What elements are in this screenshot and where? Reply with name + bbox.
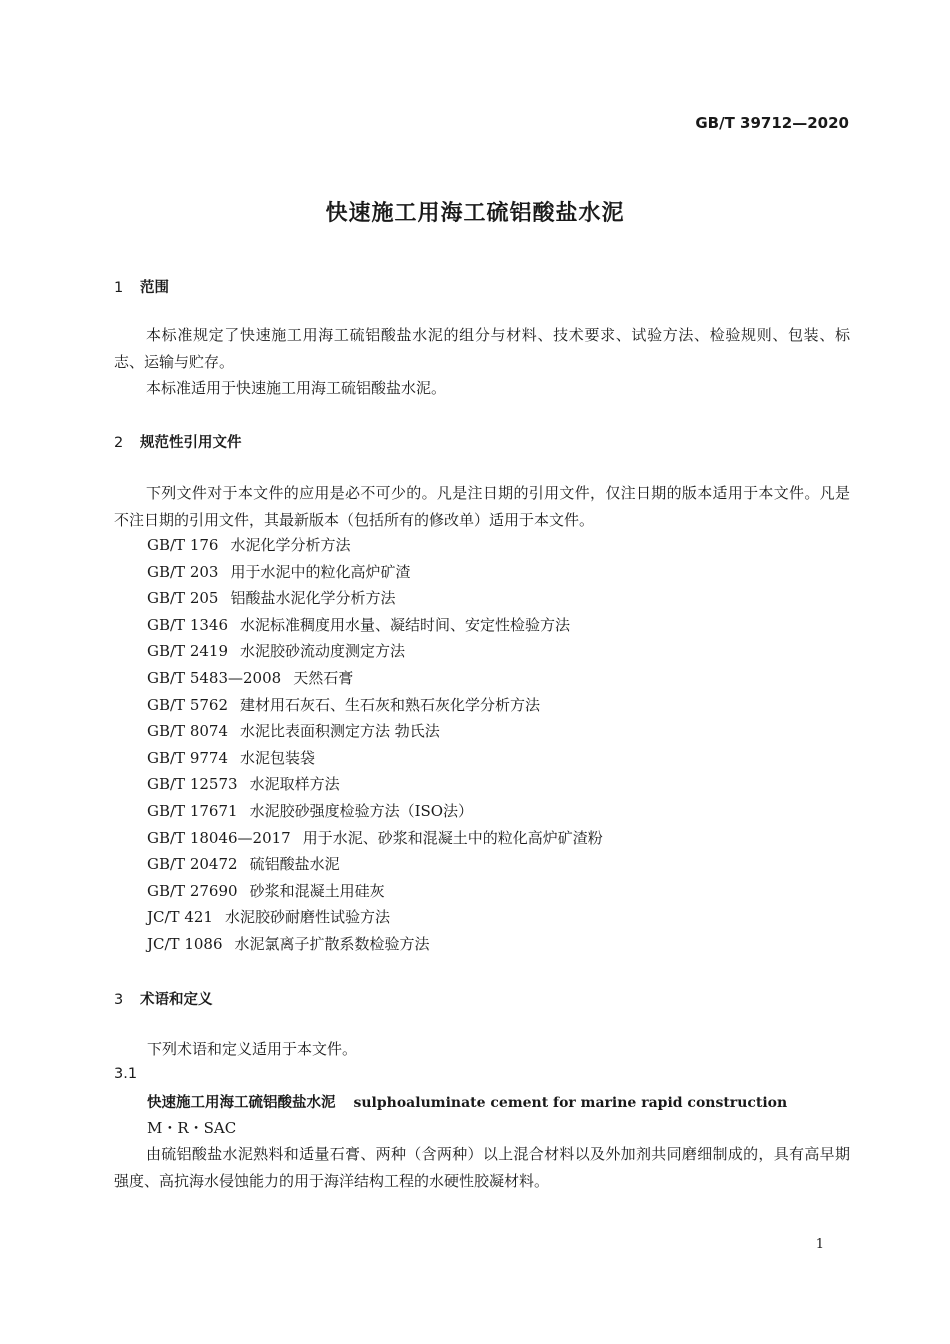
reference-title: 天然石膏 <box>293 669 354 687</box>
reference-item <box>147 825 603 852</box>
section-title: 规范性引用文件 <box>140 435 242 451</box>
reference-code: GB/T 176 <box>147 536 219 554</box>
reference-title: 水泥包装袋 <box>240 748 316 767</box>
term-entry <box>147 1089 787 1117</box>
term-abbreviation: M・R・SAC <box>147 1119 237 1137</box>
section-number: 2 <box>114 435 124 451</box>
reference-item <box>147 612 570 639</box>
reference-code: JC/T 421 <box>147 908 213 927</box>
term-english: sulphoaluminate cement for marine rapid construction <box>353 1095 788 1111</box>
reference-code: GB/T 18046—2017 <box>147 828 291 847</box>
reference-title: 建材用石灰石、生石灰和熟石灰化学分析方法 <box>240 695 541 714</box>
scope-paragraph-2: 本标准适用于快速施工用海工硫铝酸盐水泥。 <box>146 379 447 397</box>
document-title: 快速施工用海工硫铝酸盐水泥 <box>325 201 625 226</box>
reference-title: 水泥胶砂流动度测定方法 <box>240 642 406 661</box>
reference-title: 铝酸盐水泥化学分析方法 <box>230 589 396 608</box>
normative-intro: 下列文件对于本文件的应用是必不可少的。凡是注日期的引用文件，仅注日期的版本适用于本文件。凡是不注日期的引用文件，其最新版本（包括所有的修改单）适用于本文件。 <box>114 484 850 529</box>
reference-title: 硫铝酸盐水泥 <box>249 855 340 874</box>
section-3-heading <box>114 988 213 1009</box>
term-definition: 由硫铝酸盐水泥熟料和适量石膏、两种（含两种）以上混合材料以及外加剂共同磨细制成的，具有高早期强度、高抗海水侵蚀能力的用于海洋结构工程的水硬性胶凝材料。 <box>114 1145 850 1190</box>
section-number: 3 <box>114 992 124 1008</box>
reference-title: 水泥胶砂耐磨性试验方法 <box>224 908 390 927</box>
section-title: 术语和定义 <box>140 992 213 1008</box>
reference-code: GB/T 203 <box>147 562 219 581</box>
reference-item <box>147 585 395 612</box>
scope-paragraph-1: 本标准规定了快速施工用海工硫铝酸盐水泥的组分与材料、技术要求、试验方法、检验规则、包装、标志、运输与贮存。 <box>114 326 850 371</box>
section-title: 范围 <box>140 280 169 296</box>
reference-item <box>147 798 473 825</box>
reference-code: JC/T 1086 <box>147 935 223 953</box>
terms-intro: 下列术语和定义适用于本文件。 <box>147 1040 358 1058</box>
reference-item <box>147 771 340 798</box>
reference-item <box>147 692 540 719</box>
reference-item <box>147 559 410 586</box>
reference-item <box>147 638 405 665</box>
reference-title: 水泥标准稠度用水量、凝结时间、安定性检验方法 <box>240 615 571 634</box>
reference-code: GB/T 1346 <box>147 615 229 634</box>
reference-code: GB/T 17671 <box>147 802 238 820</box>
page-number: 1 <box>815 1237 824 1252</box>
section-1-heading <box>114 276 169 297</box>
reference-item <box>147 718 440 745</box>
reference-title: 用于水泥、砂浆和混凝土中的粒化高炉矿渣粉 <box>302 828 603 847</box>
reference-code: GB/T 8074 <box>147 722 229 741</box>
reference-title: 水泥化学分析方法 <box>230 536 351 554</box>
reference-code: GB/T 20472 <box>147 855 238 874</box>
reference-item <box>147 878 385 905</box>
reference-title: 水泥取样方法 <box>249 775 340 794</box>
reference-title: 水泥氯离子扩散系数检验方法 <box>234 935 430 953</box>
reference-item <box>147 532 350 559</box>
reference-title: 砂浆和混凝土用硅灰 <box>249 881 385 900</box>
reference-item <box>147 851 340 878</box>
reference-item <box>147 665 353 692</box>
section-2-heading <box>114 431 242 452</box>
reference-item <box>147 745 315 772</box>
reference-code: GB/T 2419 <box>147 642 229 661</box>
reference-code: GB/T 9774 <box>147 748 229 767</box>
reference-item <box>147 904 390 931</box>
reference-code: GB/T 5762 <box>147 695 229 714</box>
term-chinese: 快速施工用海工硫铝酸盐水泥 <box>147 1095 336 1111</box>
section-number: 1 <box>114 280 124 296</box>
reference-title: 用于水泥中的粒化高炉矿渣 <box>230 562 411 581</box>
standard-code: GB/T 39712—2020 <box>695 114 849 132</box>
reference-code: GB/T 205 <box>147 589 219 608</box>
reference-item <box>147 931 430 958</box>
reference-code: GB/T 5483—2008 <box>147 669 282 687</box>
reference-code: GB/T 27690 <box>147 881 238 900</box>
clause-number: 3.1 <box>114 1066 138 1082</box>
reference-title: 水泥胶砂强度检验方法（ISO法） <box>249 802 474 820</box>
reference-code: GB/T 12573 <box>147 775 238 794</box>
reference-title: 水泥比表面积测定方法 勃氏法 <box>240 722 440 741</box>
